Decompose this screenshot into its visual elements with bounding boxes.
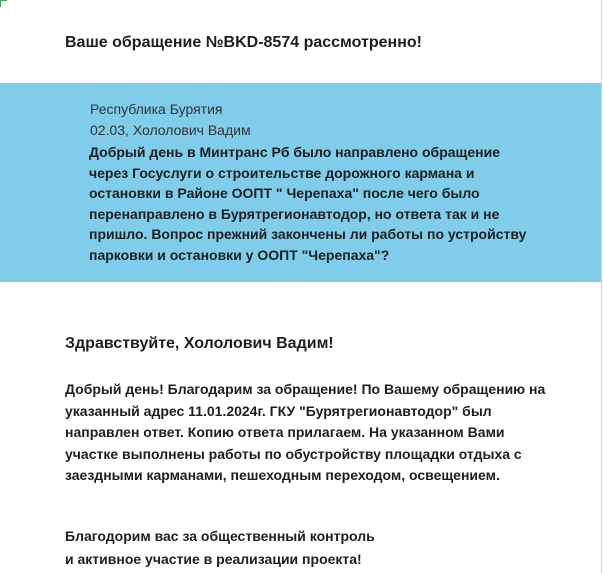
corner-mark	[0, 0, 7, 7]
thanks-text	[65, 525, 375, 571]
request-date-author: 02.03, Хололович Вадим	[90, 122, 251, 138]
thanks-line-2: и активное участие в реализации проекта!	[65, 551, 362, 567]
page-title: Ваше обращение №BKD-8574 рассмотренно!	[65, 34, 422, 51]
request-text: Добрый день в Минтранс Рб было направлено обращение через Госуслуги о строительстве дорожного кармана и остановки в Районе ООПТ " Черепаха" после чего было перенаправлено в Бурятрегионавтодор, но ответа так и не пришло. Вопрос прежний закончены ли работы по устройству парковки и остановки у ООПТ "Черепаха"?	[89, 144, 527, 263]
thanks-line-1: Благодорим вас за общественный контроль	[65, 528, 375, 544]
answer-greeting: Здравствуйте, Хололович Вадим!	[65, 335, 334, 352]
answer-text: Добрый день! Благодарим за обращение! По Вашему обращению на указанный адрес 11.01.2024г. ГКУ "Бурятрегионавтодор" был направлен ответ. Копию ответа прилагаем. На указанном Вами участке выполнены работы по обустройству площадки отдыха с заездными карманами, пешеходным переходом, освещением.	[65, 381, 546, 483]
request-region: Республика Бурятия	[90, 101, 223, 117]
